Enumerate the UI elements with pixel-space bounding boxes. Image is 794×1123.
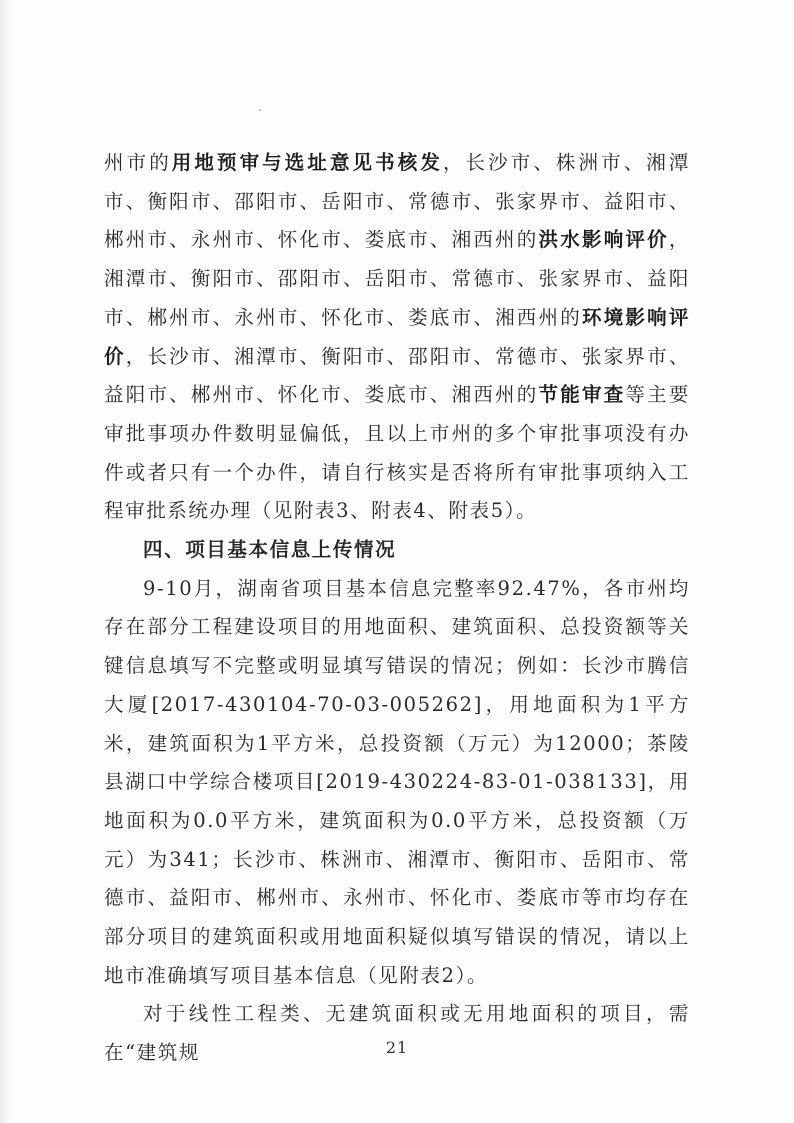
para1-seg-2: ，长沙市、株洲市、湘潭市、衡阳市、邵阳市、岳阳市、常德市、张家界市、益阳市、郴州市、永州市、怀化市、娄底市、湘西州的 (104, 151, 690, 252)
section-heading: 四、项目基本信息上传情况 (143, 538, 397, 562)
paragraph-linear-projects: 对于线性工程类、无建筑面积或无用地面积的项目，需在“建筑规 (104, 1002, 690, 1065)
document-body (104, 144, 690, 1073)
para1-seg-6: ，长沙市、湘潭市、衡阳市、邵阳市、常德市、张家界市、益阳市、郴州市、怀化市、娄底市、湘西州的 (104, 344, 690, 407)
scan-edge-shadow (0, 0, 12, 1123)
bold-term-environment-assessment: 环境影响评价 (104, 305, 690, 368)
paragraph-approval-items (104, 144, 690, 531)
paragraph-project-info: 9-10月，湖南省项目基本信息完整率92.47%，各市州均存在部分工程建设项目的用地面积、建筑面积、总投资额等关键信息填写不完整或明显填写错误的情况；例如：长沙市腾信大厦[2017-430104-70-03-005262]，用地面积为1平方米，建筑面积为1平方米，总投资额（万元）为12000；茶陵县湖口中学综合楼项目[2019-430224-83-01-038133]，用地面积为0.0平方米，建筑面积为0.0平方米，总投资额（万元）为341；长沙市、株洲市、湘潭市、衡阳市、岳阳市、常德市、益阳市、郴州市、永州市、怀化市、娄底市等市均存在部分项目的建筑面积或用地面积疑似填写错误的情况，请以上地市准确填写项目基本信息（见附表2）。 (104, 576, 690, 987)
scan-speck (259, 109, 261, 111)
para1-seg-0: 州市的 (104, 151, 172, 174)
bold-term-energy-review: 节能审查 (538, 383, 626, 407)
bold-term-land-preexam: 用地预审与选址意见书核发 (171, 151, 443, 174)
page-number: 21 (385, 1038, 409, 1057)
bold-term-flood-assessment: 洪水影响评价 (538, 228, 669, 252)
para1-seg-4: ，湘潭市、衡阳市、邵阳市、岳阳市、常德市、张家界市、益阳市、郴州市、永州市、怀化市、娄底市、湘西州的 (104, 228, 690, 329)
para1-seg-8: 等主要审批事项办件数明显偏低，且以上市州的多个审批事项没有办件或者只有一个办件，请自行核实是否将所有审批事项纳入工程审批系统办理（见附表3、附表4、附表5）。 (104, 383, 690, 523)
